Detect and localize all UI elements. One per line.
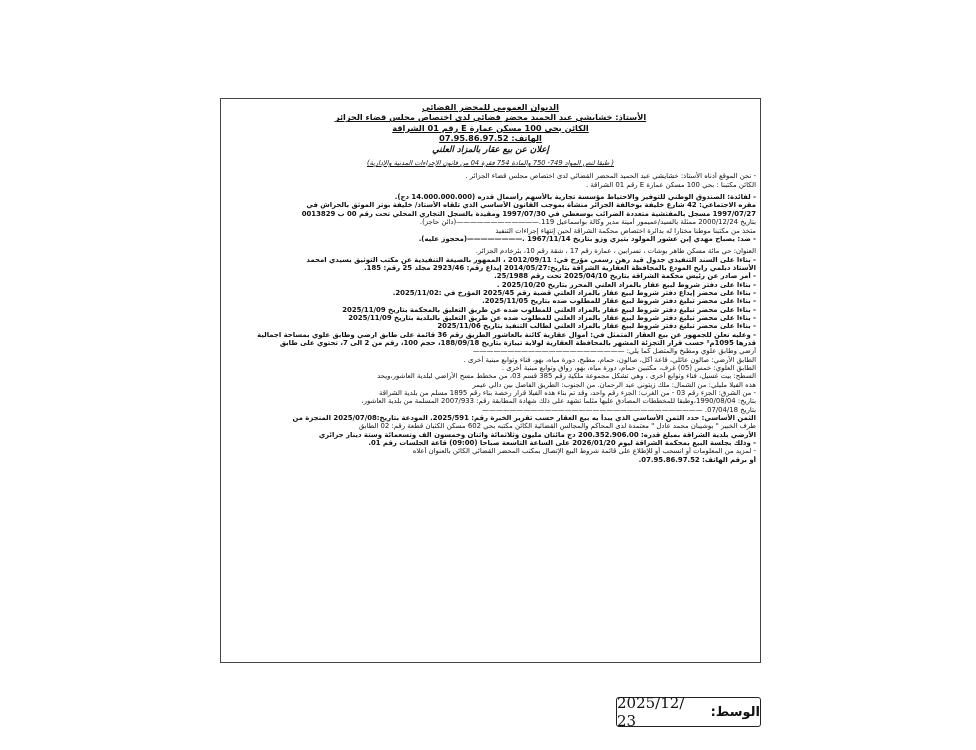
office-name: الديوان العمومي للمحضر القضائي	[422, 102, 559, 112]
body-line: هذه الفيلا مليلي: من الشمال: ملك زيتوني عبد الرحمان. من الجنوب: الطريق الفاصل بين دالي عيمر	[472, 380, 756, 389]
body-line: السطح: بيت غسيل، فناء وتوابع أخرى ، وهي تشكل مجموعة ملكية رقم 385 قسم 03، من مخطط مسح الأراضي لبلدية العاشور،ويحد	[377, 372, 756, 381]
office-phone: الهاتف: 07.95.86.97.52	[439, 133, 542, 144]
publication-stamp	[616, 694, 761, 730]
body-line: - بناءا على محضر تبليغ دفتر شروط لبيع عقار بالمزاد العلني لطالب التنفيذ بتاريخ 2025/11/06	[437, 322, 756, 331]
body-line: متخذ من مكتبنا موطنا مختارا له بدائرة اختصاص محكمة الشراقة لحين إنتهاء إجراءات التنفيذ	[495, 226, 756, 235]
body-line: طرف الخبير " بوشيبان محمد عادل " معتمدة لدى المحاكم والمجالس القضائية الكائن مكتبه بحي 602 مسكن الكثبان قطعة رقم: 02 الطابق	[358, 422, 756, 431]
body-line: - بناءا على محضر تبليغ دفتر شروط لبيع عقار للمطلوب ضده بتاريخ 2025/11/05.	[482, 297, 756, 306]
body-line: أرضي وطابق علوي ومطبخ والمتصل كما يلي: ——————————————————————	[472, 347, 756, 356]
body-line: الطابق العلوي: خمس (05) غرف، مكتبين حمام، دورة مياه، بهو، رواق وتوابع مبنية أخرى .	[501, 364, 756, 372]
body-line: 1997/07/27 مسجل بالمفتشية متعددة الضرائب بوسعطي في 1997/07/30 ومقيدة بالسجل التجاري المحلي تحت رقم 00 ب 0013829	[301, 209, 756, 218]
announcement-frame	[220, 98, 761, 663]
body-line: - بناءا على محضر تبليغ دفتر شروط لبيع عقار بالمزاد العلني للمطلوب ضده عن طريق التعليق بالمحكمة بتاريخ 2025/11/09	[342, 305, 756, 314]
body-line: - بناءا على محضر تبليغ دفتر شروط لبيع عقار بالمزاد العلني للمطلوب ضده عن طريق التعليق بالبلدية بتاريخ 2025/11/09	[348, 313, 756, 322]
body-line: العنوان: حي مائة مسكن طاهر بوشات ، تسرابين ، عمارة رقم 17 ، شقة رقم 10، بئرخادم الجزائر.	[475, 247, 756, 256]
body-line: - وعليه نعلن للجمهور عن بيع العقار المتمثل في: أموال عقارية كائنة بالعاشور الطريق رقم 36 قائمة على طابق ارضي وطابق علوي بمساحة اجمالية	[257, 330, 756, 339]
bailiff-name: الأستاذ: خشايشي عبد الحميد محضر قضائي لدى اختصاص مجلس قضاء الجزائر	[334, 112, 647, 123]
body-line: - لمزيد من المعلومات أو انسحب أو للإطلاع على قائمة شروط البيع الإتصال بمكتب المحضر القضائي الكائن بالعنوان أعلاه	[412, 447, 756, 456]
body-line: - نحن الموقع أدناه الأستاذ: خشايشي عبد الحميد المحضر القضائي لدى اختصاص مجلس قضاء الجزائر .	[465, 172, 756, 181]
office-header	[225, 102, 756, 168]
announcement-content	[225, 102, 756, 658]
body-line: الأرضي بلدية الشراقة بمبلغ قدره: 200.352.906.00 دج مائتان مليون وثلاثمائة واثنان وخمسون الف وتسعمائة وستة دينار جزائري	[318, 430, 756, 439]
body-line: الطابق الأرضي: صالون عائلي، قاعة أكل، صالون، حمام، مطبخ، دورة مياه، بهو، فناء وتوابع مبنية أخرى .	[463, 355, 756, 364]
body-line: الثمن الأساسي: حدد الثمن الأساسي الذي يبدأ به بيع العقار حسب تقرير الخبرة رقم: 2025/591. المودعة بتاريخ:2025/07/08 المنجزة من	[292, 414, 756, 423]
body-line: - وذلك بجلسة البيع بمحكمة الشراقة ليوم 2026/01/20 على الساعة التاسعة صباحا (09:00) قاعة الجلسات رقم 01.	[368, 439, 756, 448]
body-line: الكائن مكتبنا : بحي 100 مسكن عمارة E رقم 01 الشراقة .	[585, 180, 756, 189]
body-line: الأستاذ دبلمي رابح المودع بالمحافظة العقارية الشراقة بتاريخ:2014/05/27 إيداع رقم: 2923/46 مجلد 25 رقم: 185.	[364, 263, 756, 272]
body-line: - بناءا على السند التنفيذي جدول قيد رهن رسمي مؤرخ في: 2012/09/11 ، الممهور بالصيغة التنفيذية عن مكتب التوثيق بسيدي امحمد	[306, 255, 756, 264]
body-line: - لفائدة: الصندوق الوطني للتوفير والاحتياط مؤسسة تجارية بالأسهم رأسمال قدره (14.000.000.000 دج).	[394, 193, 756, 202]
body-line: بتاريخ 07/04/18. ————————————————————————————————	[482, 405, 756, 414]
body-line: - بناءا على محضر إيداع دفتر شروط لبيع عقار بالمزاد العلني قضية رقم 2025/45 المؤرخ في :2025/11/02.	[392, 288, 756, 297]
body-line: مقره الاجتماعي: 42 شارع خليفة بوخالفة الجزائر منشأة بموجب القانون الأساسي الذي تلقاه الأستاذ/ خليفة بوتر الموثق بالحراش في	[306, 201, 756, 210]
office-address: الكائن بحي 100 مسكن عمارة E رقم 01 الشراقة	[392, 122, 589, 133]
body-line: - ضد: يصباح مهدي إبن عشور المولود بتيزي وزو بتاريخ 1967/11/14 .————————(محجوز عليه).	[418, 234, 756, 243]
body-line: - من الشرق: الجزء رقم 03 - من الغرب: الجزء رقم واحد، وقد تم بناء هذه الفيلا قرار رخصة بناء رقم 1895 مسلم من بلدية الشراقة	[379, 389, 756, 398]
body-line: بتاريخ 2000/12/24 ممثلة بالسيد/عميمور أمينة مدير وكالة بواسماعيل 119.————————————(دائن حاجز).	[419, 218, 756, 227]
body-line: بتاريخ: 1990/08/04،وطبقا للمخططات المصادق عليها مثلما تشهد على ذلك شهادة المطابقة رقم: 2007/933 المسلمة من بلدية العاشور،	[361, 397, 756, 406]
body-line: أو برقم الهاتف: 07.95.86.97.52.	[638, 455, 756, 464]
body-line: قدرها 1095م² حسب قرار التجزئة المشهر بالمحافظة العقارية لولاية تيبازة بتاريخ 188/09/18، حجم 100، رقم من 2 الى 7، تحتوي على طابق	[279, 338, 756, 347]
body-line: - بناءا على دفتر شروط لبيع عقار بالمزاد العلني المحرر بتاريخ 2025/10/20 .	[496, 280, 756, 289]
body-line: - أمر صادر عن رئيس محكمة الشراقة بتاريخ 2025/04/10 تحت رقم 25/1988.	[494, 272, 756, 281]
legal-reference: ( طبقا لنص المواد 749- 750 والمادة 754 فقرة 04 من قانون الإجراءات المدنية والإدارية)	[366, 159, 615, 168]
announcement-title: إعلان عن بيع عقار بالمزاد العلني	[432, 144, 549, 155]
newspaper-label: الوسط:	[710, 704, 760, 720]
publication-date: 2025/12/ 23	[617, 694, 685, 730]
announcement-body	[225, 172, 756, 464]
